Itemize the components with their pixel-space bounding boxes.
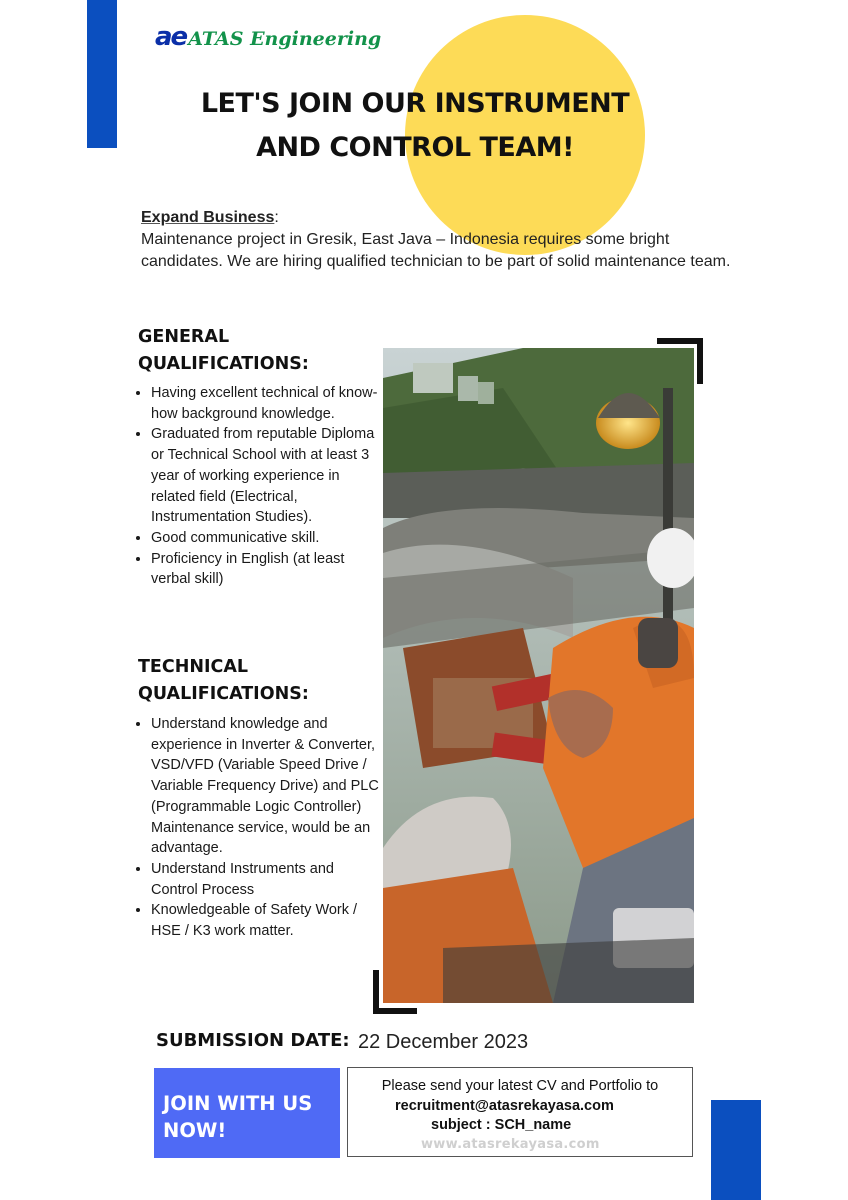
photo-frame-corner-top-right bbox=[657, 338, 703, 384]
submission-date-value: 22 December 2023 bbox=[358, 1031, 529, 1053]
technician-photo bbox=[383, 348, 694, 1003]
website-link[interactable]: www.atasrekayasa.com bbox=[421, 1137, 600, 1152]
blue-accent-bar-top bbox=[87, 0, 117, 148]
contact-instruction: Please send your latest CV and Portfolio to bbox=[381, 1078, 659, 1094]
technical-qualifications-title: TECHNICAL QUALIFICATIONS: bbox=[138, 657, 309, 704]
logo-mark: ae bbox=[155, 22, 187, 52]
company-logo bbox=[155, 22, 381, 52]
intro-heading-colon: : bbox=[274, 209, 279, 226]
list-item: • Knowledgeable of Safety Work / HSE / K3 work matter. bbox=[151, 900, 383, 941]
intro-heading: Expand Business bbox=[141, 209, 275, 226]
join-with-us-button[interactable]: JOIN WITH US NOW! bbox=[154, 1068, 340, 1158]
submission-date-label: SUBMISSION DATE: bbox=[156, 1030, 350, 1051]
contact-info-box bbox=[347, 1067, 693, 1157]
technical-qualifications-list bbox=[132, 714, 383, 942]
intro-body: Maintenance project in Gresik, East Java – Indonesia requires some bright candidates. We are hiring qualified technician to be part of solid maintenance team. bbox=[141, 231, 731, 270]
logo-name: ATAS Engineering bbox=[188, 28, 382, 50]
list-item: • Understand knowledge and experience in Inverter & Converter, VSD/VFD (Variable Speed Drive / Variable Frequency Drive) and PLC (Programmable Logic Controller) Maintenance service, would be an advantage. bbox=[151, 714, 383, 859]
headline-line-2: AND CONTROL TEAM! bbox=[256, 132, 574, 163]
recruitment-email-link[interactable]: recruitment@atasrekayasa.com bbox=[395, 1098, 614, 1114]
list-item: • Proficiency in English (at least verbal skill) bbox=[151, 549, 383, 590]
list-item: • Having excellent technical of know-how background knowledge. bbox=[151, 383, 383, 424]
blue-accent-bar-bottom bbox=[711, 1100, 761, 1200]
email-subject: subject : SCH_name bbox=[431, 1117, 572, 1133]
intro-paragraph bbox=[141, 207, 741, 273]
list-item: • Graduated from reputable Diploma or Technical School with at least 3 year of working experience in related field (Electrical, Instrumentation Studies). bbox=[151, 424, 383, 528]
headline bbox=[160, 82, 670, 170]
photo-frame-corner-bottom-left bbox=[373, 970, 417, 1014]
general-qualifications-title: GENERAL QUALIFICATIONS: bbox=[138, 327, 309, 374]
general-qualifications-list bbox=[132, 383, 383, 590]
headline-line-1: LET'S JOIN OUR INSTRUMENT bbox=[200, 88, 630, 119]
list-item: • Understand Instruments and Control Process bbox=[151, 859, 383, 900]
list-item: • Good communicative skill. bbox=[151, 528, 383, 549]
